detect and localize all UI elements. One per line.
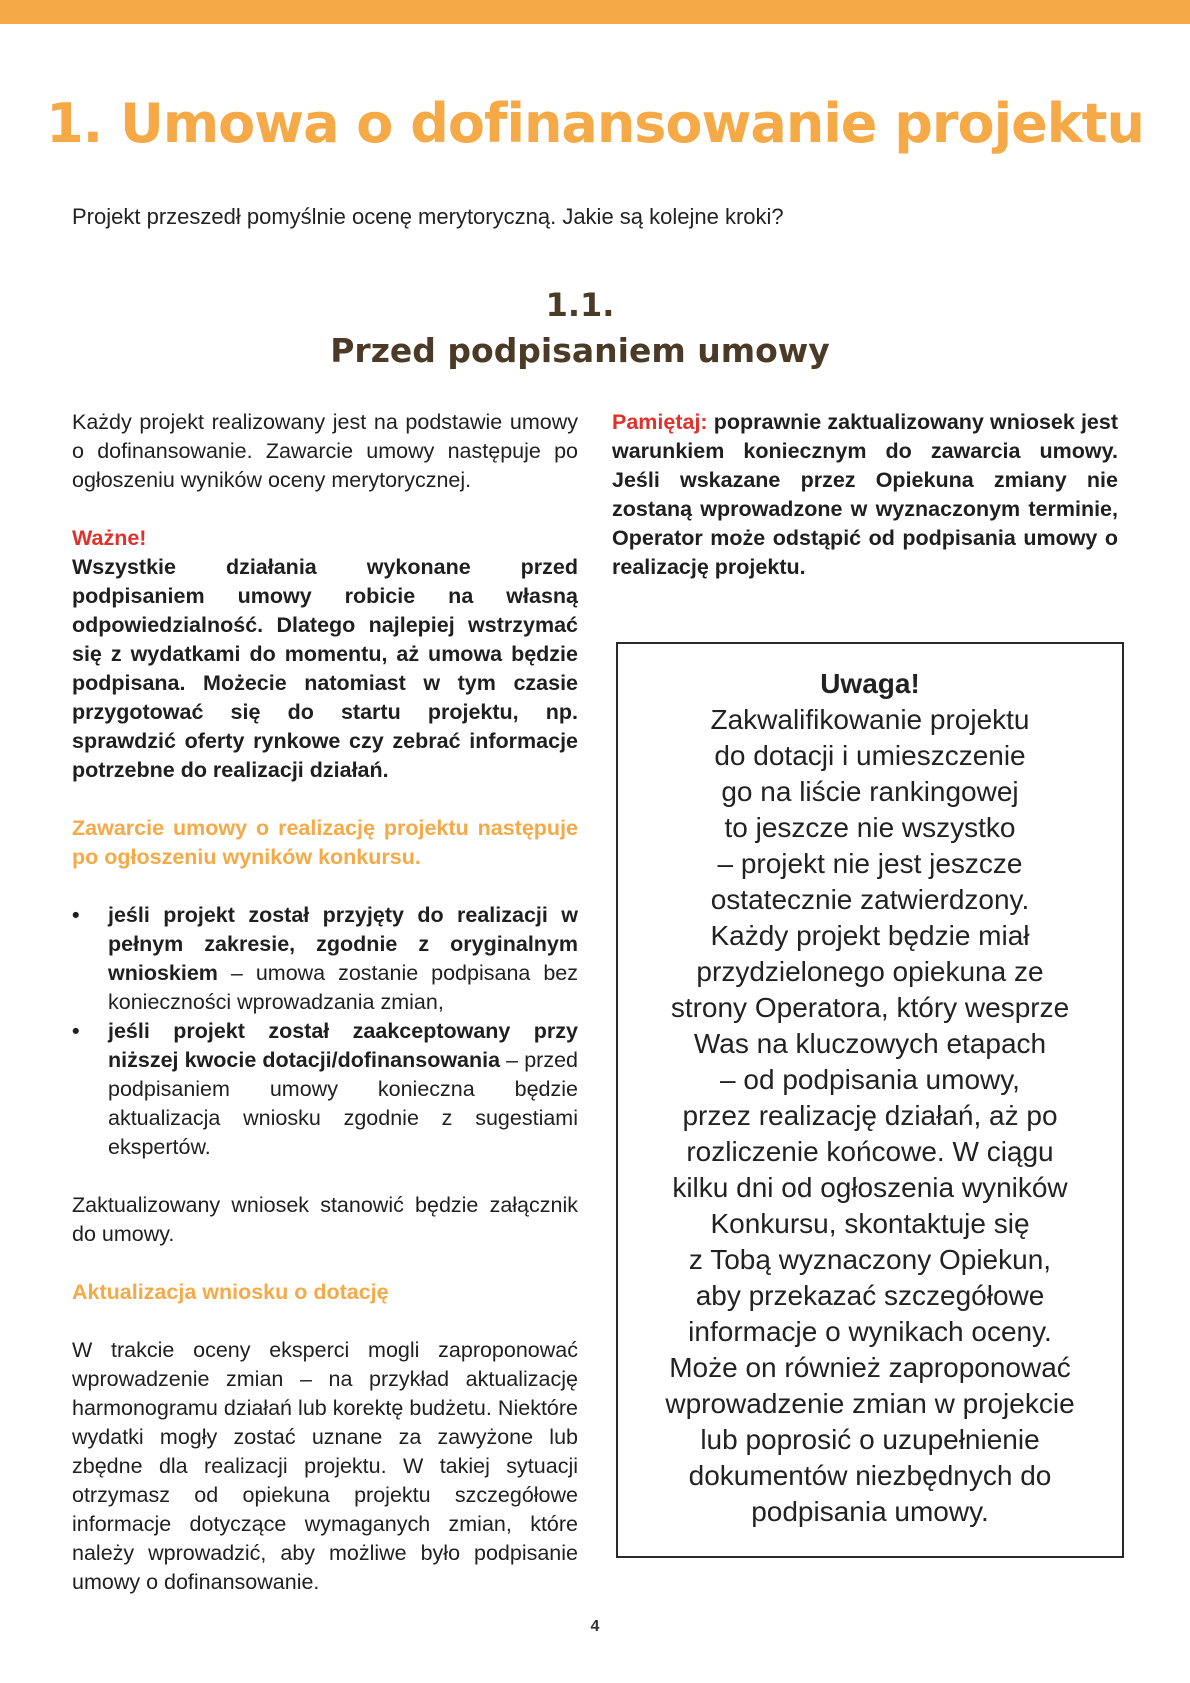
page-number: 4 <box>590 1618 600 1635</box>
conditions-list <box>72 901 578 1162</box>
remember-paragraph <box>612 408 1118 582</box>
bullet-text: – przed podpisaniem umowy konieczna będzie aktualizacja wniosku zgodnie z sugestiami ekspertów. <box>108 1048 578 1159</box>
list-item <box>72 1017 578 1162</box>
attention-box-line: ostatecznie zatwierdzony. <box>710 884 1030 915</box>
remember-text: poprawnie zaktualizowany wniosek jest warunkiem koniecznym do zawarcia umowy. Jeśli wskazane przez Opiekuna zmiany nie zostaną wprowadzone w wyznaczonym terminie, Operator może odstąpić od podpisania umowy o realizację projektu. <box>612 410 1118 579</box>
attention-box-line: podpisania umowy. <box>751 1496 989 1527</box>
attachment-paragraph: Zaktualizowany wniosek stanowić będzie załącznik do umowy. <box>72 1193 578 1246</box>
attention-box <box>616 642 1124 1558</box>
update-heading: Aktualizacja wniosku o dotację <box>72 1280 389 1304</box>
bullet-marker: • <box>72 903 80 927</box>
attention-box-line: wprowadzenie zmian w projekcie <box>665 1388 1075 1419</box>
remember-label: Pamiętaj: <box>612 410 708 434</box>
section-number: 1.1. <box>545 286 615 324</box>
bullet-marker: • <box>72 1019 80 1043</box>
right-column <box>612 408 1118 582</box>
attention-box-line: Może on również zaproponować <box>669 1352 1071 1383</box>
attention-box-line: przez realizację działań, aż po <box>682 1100 1058 1131</box>
attention-box-line: przydzielonego opiekuna ze <box>696 956 1044 987</box>
page-title: 1. Umowa o dofinansowanie projektu <box>46 92 1144 155</box>
attention-box-line: aby przekazać szczegółowe <box>695 1280 1045 1311</box>
important-label: Ważne! <box>72 526 147 550</box>
attention-box-line: rozliczenie końcowe. W ciągu <box>686 1136 1054 1167</box>
bullet-bold-text: jeśli projekt został zaakceptowany przy niższej kwocie dotacji/dofinansowania <box>108 1019 578 1072</box>
attention-box-line: dokumentów niezbędnych do <box>688 1460 1052 1491</box>
left-column <box>72 408 578 1597</box>
attention-box-line: Was na kluczowych etapach <box>693 1028 1047 1059</box>
attention-box-line: kilku dni od ogłoszenia wyników <box>672 1172 1068 1203</box>
attention-box-line: z Tobą wyznaczony Opiekun, <box>688 1244 1052 1275</box>
attention-box-line: do dotacji i umieszczenie <box>714 740 1026 771</box>
contract-heading: Zawarcie umowy o realizację projektu następuje po ogłoszeniu wyników konkursu. <box>72 816 578 869</box>
attention-box-line: lub poprosić o uzupełnienie <box>700 1424 1040 1455</box>
attention-box-line: – projekt nie jest jeszcze <box>717 848 1023 879</box>
update-paragraph: W trakcie oceny eksperci mogli zaproponować wprowadzenie zmian – na przykład aktualizację harmonogramu działań lub korektę budżetu. Niektóre wydatki mogły zostać uznane za zawyżone lub zbędne dla realizacji projektu. W takiej sytuacji otrzymasz od opiekuna projektu szczegółowe informacje dotyczące wymaganych zmian, które należy wprowadzić, aby możliwe było podpisanie umowy o dofinansowanie. <box>72 1338 578 1594</box>
top-accent-bar <box>0 0 1190 24</box>
attention-box-line: Zakwalifikowanie projektu <box>710 704 1030 735</box>
attention-box-line: Każdy projekt będzie miał <box>710 920 1030 951</box>
attention-box-line: go na liście rankingowej <box>721 776 1019 807</box>
attention-box-line: informacje o wynikach oceny. <box>688 1316 1052 1347</box>
list-item <box>72 901 578 1017</box>
important-text: Wszystkie działania wykonane przed podpisaniem umowy robicie na własną odpowiedzialność. Dlatego najlepiej wstrzymać się z wydatkami do momentu, aż umowa będzie podpisana. Możecie natomiast w tym czasie przygotować się do startu projektu, np. sprawdzić oferty rynkowe czy zebrać informacje potrzebne do realizacji działań. <box>72 555 578 782</box>
bullet-text: – umowa zostanie podpisana bez konieczności wprowadzania zmian, <box>108 961 578 1014</box>
intro-paragraph: Każdy projekt realizowany jest na podstawie umowy o dofinansowanie. Zawarcie umowy następuje po ogłoszeniu wyników oceny merytorycznej. <box>72 410 578 492</box>
bullet-bold-text: jeśli projekt został przyjęty do realizacji w pełnym zakresie, zgodnie z oryginalnym wnioskiem <box>108 903 578 985</box>
attention-box-line: to jeszcze nie wszystko <box>724 812 1016 843</box>
attention-box-title: Uwaga! <box>820 668 920 699</box>
attention-box-line: strony Operatora, który wesprze <box>670 992 1070 1023</box>
intro-text: Projekt przeszedł pomyślnie ocenę merytoryczną. Jakie są kolejne kroki? <box>72 204 784 229</box>
section-title: Przed podpisaniem umowy <box>330 331 830 370</box>
attention-box-line: Konkursu, skontaktuje się <box>710 1208 1030 1239</box>
attention-box-line: – od podpisania umowy, <box>720 1064 1020 1095</box>
